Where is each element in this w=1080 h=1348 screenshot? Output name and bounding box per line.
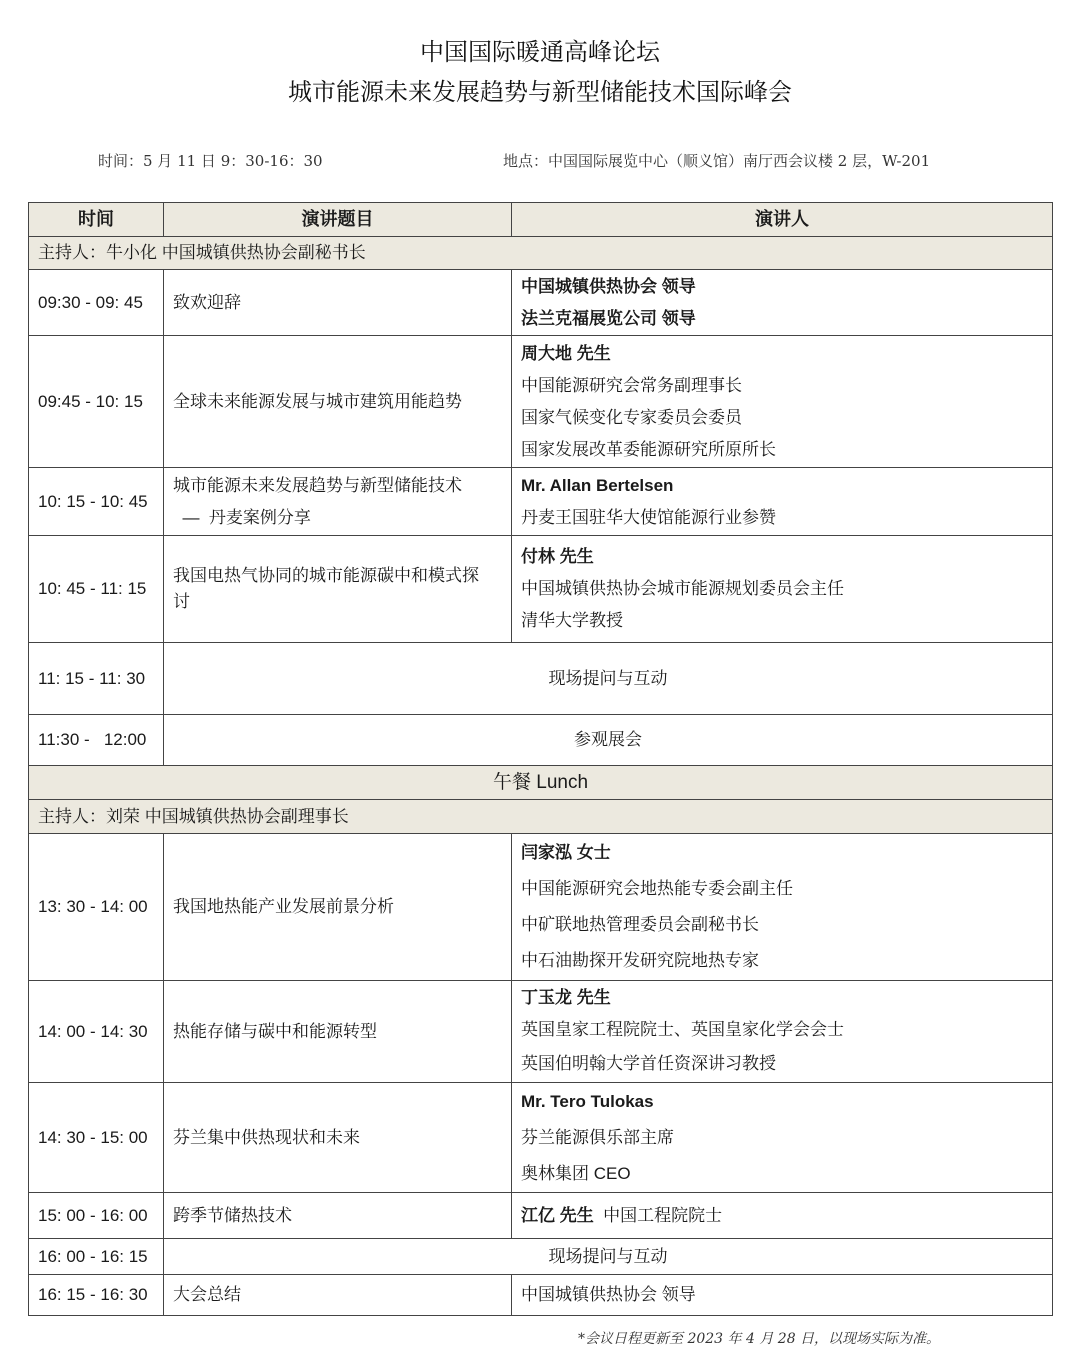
speaker-title: 中矿联地热管理委员会副秘书长 (521, 915, 759, 934)
session-time: 09:30 - 09: 45 (29, 270, 164, 336)
session-time: 14: 30 - 15: 00 (29, 1083, 164, 1193)
host-label: 主持人：刘荣 中国城镇供热协会副理事长 (29, 800, 1053, 834)
session-time: 16: 00 - 16: 15 (29, 1239, 164, 1275)
session-activity: 现场提问与互动 (164, 643, 1053, 715)
speaker-name: 丁玉龙 先生 (521, 987, 611, 1007)
table-row (29, 536, 1053, 643)
footnote: *会议日程更新至 2023 年 4 月 28 日，以现场实际为准。 (578, 1331, 941, 1347)
session-speaker (512, 1275, 1053, 1316)
speaker-title: 中石油勘探开发研究院地热专家 (521, 951, 759, 970)
header-speaker: 演讲人 (512, 203, 1053, 237)
speaker-name: 江亿 先生 (521, 1205, 594, 1225)
table-row (29, 643, 1053, 715)
speaker-title: 中国能源研究会地热能专委会副主任 (521, 879, 793, 898)
speaker-name: Mr. Allan Bertelsen (521, 475, 674, 495)
title-line-2: 城市能源未来发展趋势与新型储能技术国际峰会 (288, 79, 792, 106)
session-activity: 参观展会 (164, 715, 1053, 766)
session-speaker (512, 834, 1053, 981)
session-speaker (512, 536, 1053, 643)
table-row (29, 715, 1053, 766)
table-row (29, 834, 1053, 981)
speaker-title: 国家气候变化专家委员会委员 (521, 407, 742, 427)
session-topic: 致欢迎辞 (164, 270, 512, 336)
speaker-title: 奥林集团 CEO (521, 1163, 631, 1183)
session-topic: 热能存储与碳中和能源转型 (164, 981, 512, 1083)
table-row (29, 468, 1053, 536)
speaker-title: 英国皇家工程院院士、英国皇家化学会会士 (521, 1019, 844, 1039)
session-time: 15: 00 - 16: 00 (29, 1193, 164, 1239)
session-time: 11:30 - 12:00 (29, 715, 164, 766)
title-line-1: 中国国际暖通高峰论坛 (420, 39, 660, 66)
session-topic: 城市能源未来发展趋势与新型储能技术 — 丹麦案例分享 (164, 468, 512, 536)
table-header-row (29, 203, 1053, 237)
session-topic: 全球未来能源发展与城市建筑用能趋势 (164, 336, 512, 468)
schedule-table (28, 202, 1053, 1316)
speaker-name: Mr. Tero Tulokas (521, 1091, 654, 1111)
table-row (29, 336, 1053, 468)
session-time: 13: 30 - 14: 00 (29, 834, 164, 981)
header-time: 时间 (29, 203, 164, 237)
host-label: 主持人：牛小化 中国城镇供热协会副秘书长 (29, 237, 1053, 270)
speaker-org: 中国城镇供热协会 领导 (521, 276, 696, 296)
speaker-name: 周大地 先生 (521, 343, 611, 363)
speaker-name: 闫家泓 女士 (521, 843, 611, 862)
session-time: 09:45 - 10: 15 (29, 336, 164, 468)
session-time: 16: 15 - 16: 30 (29, 1275, 164, 1316)
session-topic: 跨季节储热技术 (164, 1193, 512, 1239)
table-row (29, 981, 1053, 1083)
session-topic: 我国地热能产业发展前景分析 (164, 834, 512, 981)
host-row (29, 800, 1053, 834)
session-activity: 现场提问与互动 (164, 1239, 1053, 1275)
session-time: 14: 00 - 14: 30 (29, 981, 164, 1083)
speaker-title: 芬兰能源俱乐部主席 (521, 1127, 674, 1147)
table-row (29, 1239, 1053, 1275)
table-row (29, 270, 1053, 336)
table-row (29, 1083, 1053, 1193)
session-time: 10: 15 - 10: 45 (29, 468, 164, 536)
session-speaker (512, 981, 1053, 1083)
session-topic: 大会总结 (164, 1275, 512, 1316)
speaker-name: 付林 先生 (521, 547, 594, 566)
session-time: 10: 45 - 11: 15 (29, 536, 164, 643)
session-speaker (512, 1083, 1053, 1193)
speaker-title: 中国工程院院士 (593, 1205, 723, 1225)
session-speaker (512, 336, 1053, 468)
session-time: 11: 15 - 11: 30 (29, 643, 164, 715)
session-topic: 芬兰集中供热现状和未来 (164, 1083, 512, 1193)
speaker-org: 法兰克福展览公司 领导 (521, 308, 696, 328)
speaker-org: 中国城镇供热协会 领导 (521, 1285, 696, 1305)
session-topic: 我国电热气协同的城市能源碳中和模式探 讨 (164, 536, 512, 643)
event-time: 时间：5 月 11 日 9：30-16：30 (98, 152, 323, 170)
table-row (29, 1193, 1053, 1239)
speaker-title: 中国能源研究会常务副理事长 (521, 375, 742, 395)
table-row (29, 1275, 1053, 1316)
lunch-label: 午餐 Lunch (29, 766, 1053, 800)
speaker-title: 中国城镇供热协会城市能源规划委员会主任 (521, 579, 844, 598)
session-speaker (512, 1193, 1053, 1239)
session-speaker (512, 468, 1053, 536)
event-location: 地点：中国国际展览中心（顺义馆）南厅西会议楼 2 层，W-201 (503, 152, 931, 170)
session-speaker (512, 270, 1053, 336)
speaker-title: 国家发展改革委能源研究所原所长 (521, 439, 776, 459)
header-topic: 演讲题目 (164, 203, 512, 237)
lunch-row (29, 766, 1053, 800)
speaker-title: 清华大学教授 (521, 611, 623, 630)
host-row (29, 237, 1053, 270)
speaker-title: 丹麦王国驻华大使馆能源行业参赞 (521, 507, 776, 527)
speaker-title: 英国伯明翰大学首任资深讲习教授 (521, 1053, 776, 1073)
